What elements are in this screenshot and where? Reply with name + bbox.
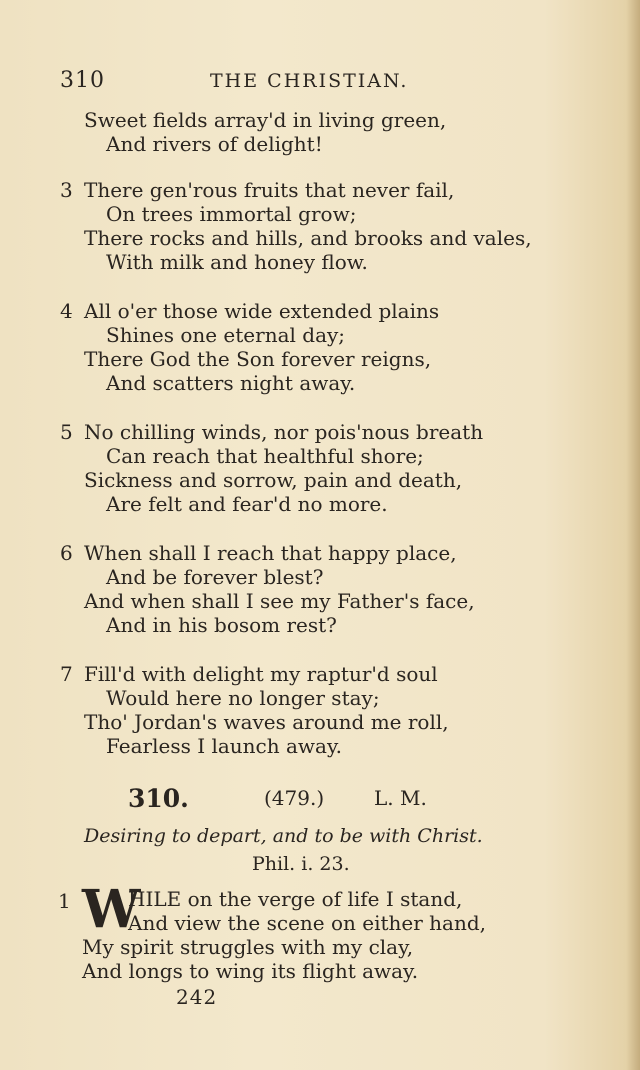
page-edge-shadow [626, 0, 640, 1070]
verse-line: Fill'd with delight my raptur'd soul [84, 662, 438, 686]
verse-line: And scatters night away. [106, 371, 356, 395]
verse-line: And view the scene on either hand, [128, 911, 487, 935]
stanza-6 [60, 541, 540, 641]
verse-line: With milk and honey flow. [106, 250, 368, 274]
stanza-number: 5 [60, 420, 73, 444]
verse-line: And rivers of delight! [106, 132, 323, 156]
page-number: 310 [60, 68, 105, 93]
verse-line: Are felt and fear'd no more. [106, 492, 388, 516]
verse-line: All o'er those wide extended plains [84, 299, 440, 323]
scripture-reference: Phil. i. 23. [252, 853, 350, 875]
verse-line: On trees immortal grow; [106, 202, 357, 226]
stanza-number: 1 [58, 889, 71, 913]
verse-line: Would here no longer stay; [106, 686, 380, 710]
page-header [60, 68, 440, 98]
stanza-number: 7 [60, 662, 73, 686]
verse-line: And be forever blest? [106, 565, 324, 589]
verse-line: When shall I reach that happy place, [84, 541, 457, 565]
stanza-5 [60, 420, 540, 520]
hymn-meter: L. M. [374, 786, 427, 810]
verse-line: Shines one eternal day; [106, 323, 346, 347]
verse-line: Sickness and sorrow, pain and death, [84, 468, 463, 492]
verse-line: Can reach that healthful shore; [106, 444, 424, 468]
stanza-7 [60, 662, 540, 762]
verse-line: And when shall I see my Father's face, [84, 589, 475, 613]
stanza-number: 3 [60, 178, 73, 202]
signature-mark: 242 [176, 985, 218, 1009]
verse-line: My spirit struggles with my clay, [82, 935, 414, 959]
hymn-reference: (479.) [264, 786, 325, 810]
verse-line: And longs to wing its flight away. [82, 959, 419, 983]
verse-line: There gen'rous fruits that never fail, [84, 178, 455, 202]
stanza-number: 6 [60, 541, 73, 565]
stanza-continuation [60, 108, 540, 160]
verse-line: HILE on the verge of life I stand, [128, 887, 463, 911]
stanza-4 [60, 299, 540, 399]
drop-cap: W [82, 879, 141, 940]
hymn-number: 310. [128, 784, 189, 813]
verse-line: Tho' Jordan's waves around me roll, [84, 710, 449, 734]
verse-line: And in his bosom rest? [106, 613, 337, 637]
stanza-3 [60, 178, 540, 278]
verse-line: There God the Son forever reigns, [84, 347, 432, 371]
verse-line: Fearless I launch away. [106, 734, 342, 758]
stanza-number: 4 [60, 299, 73, 323]
hymn-title: Desiring to depart, and to be with Christ. [84, 825, 483, 847]
verse-line: Sweet fields array'd in living green, [84, 108, 447, 132]
verse-line: No chilling winds, nor pois'nous breath [84, 420, 484, 444]
hymn-heading [128, 784, 448, 814]
verse-line: There rocks and hills, and brooks and vales, [84, 226, 532, 250]
running-title: THE CHRISTIAN. [210, 70, 409, 92]
